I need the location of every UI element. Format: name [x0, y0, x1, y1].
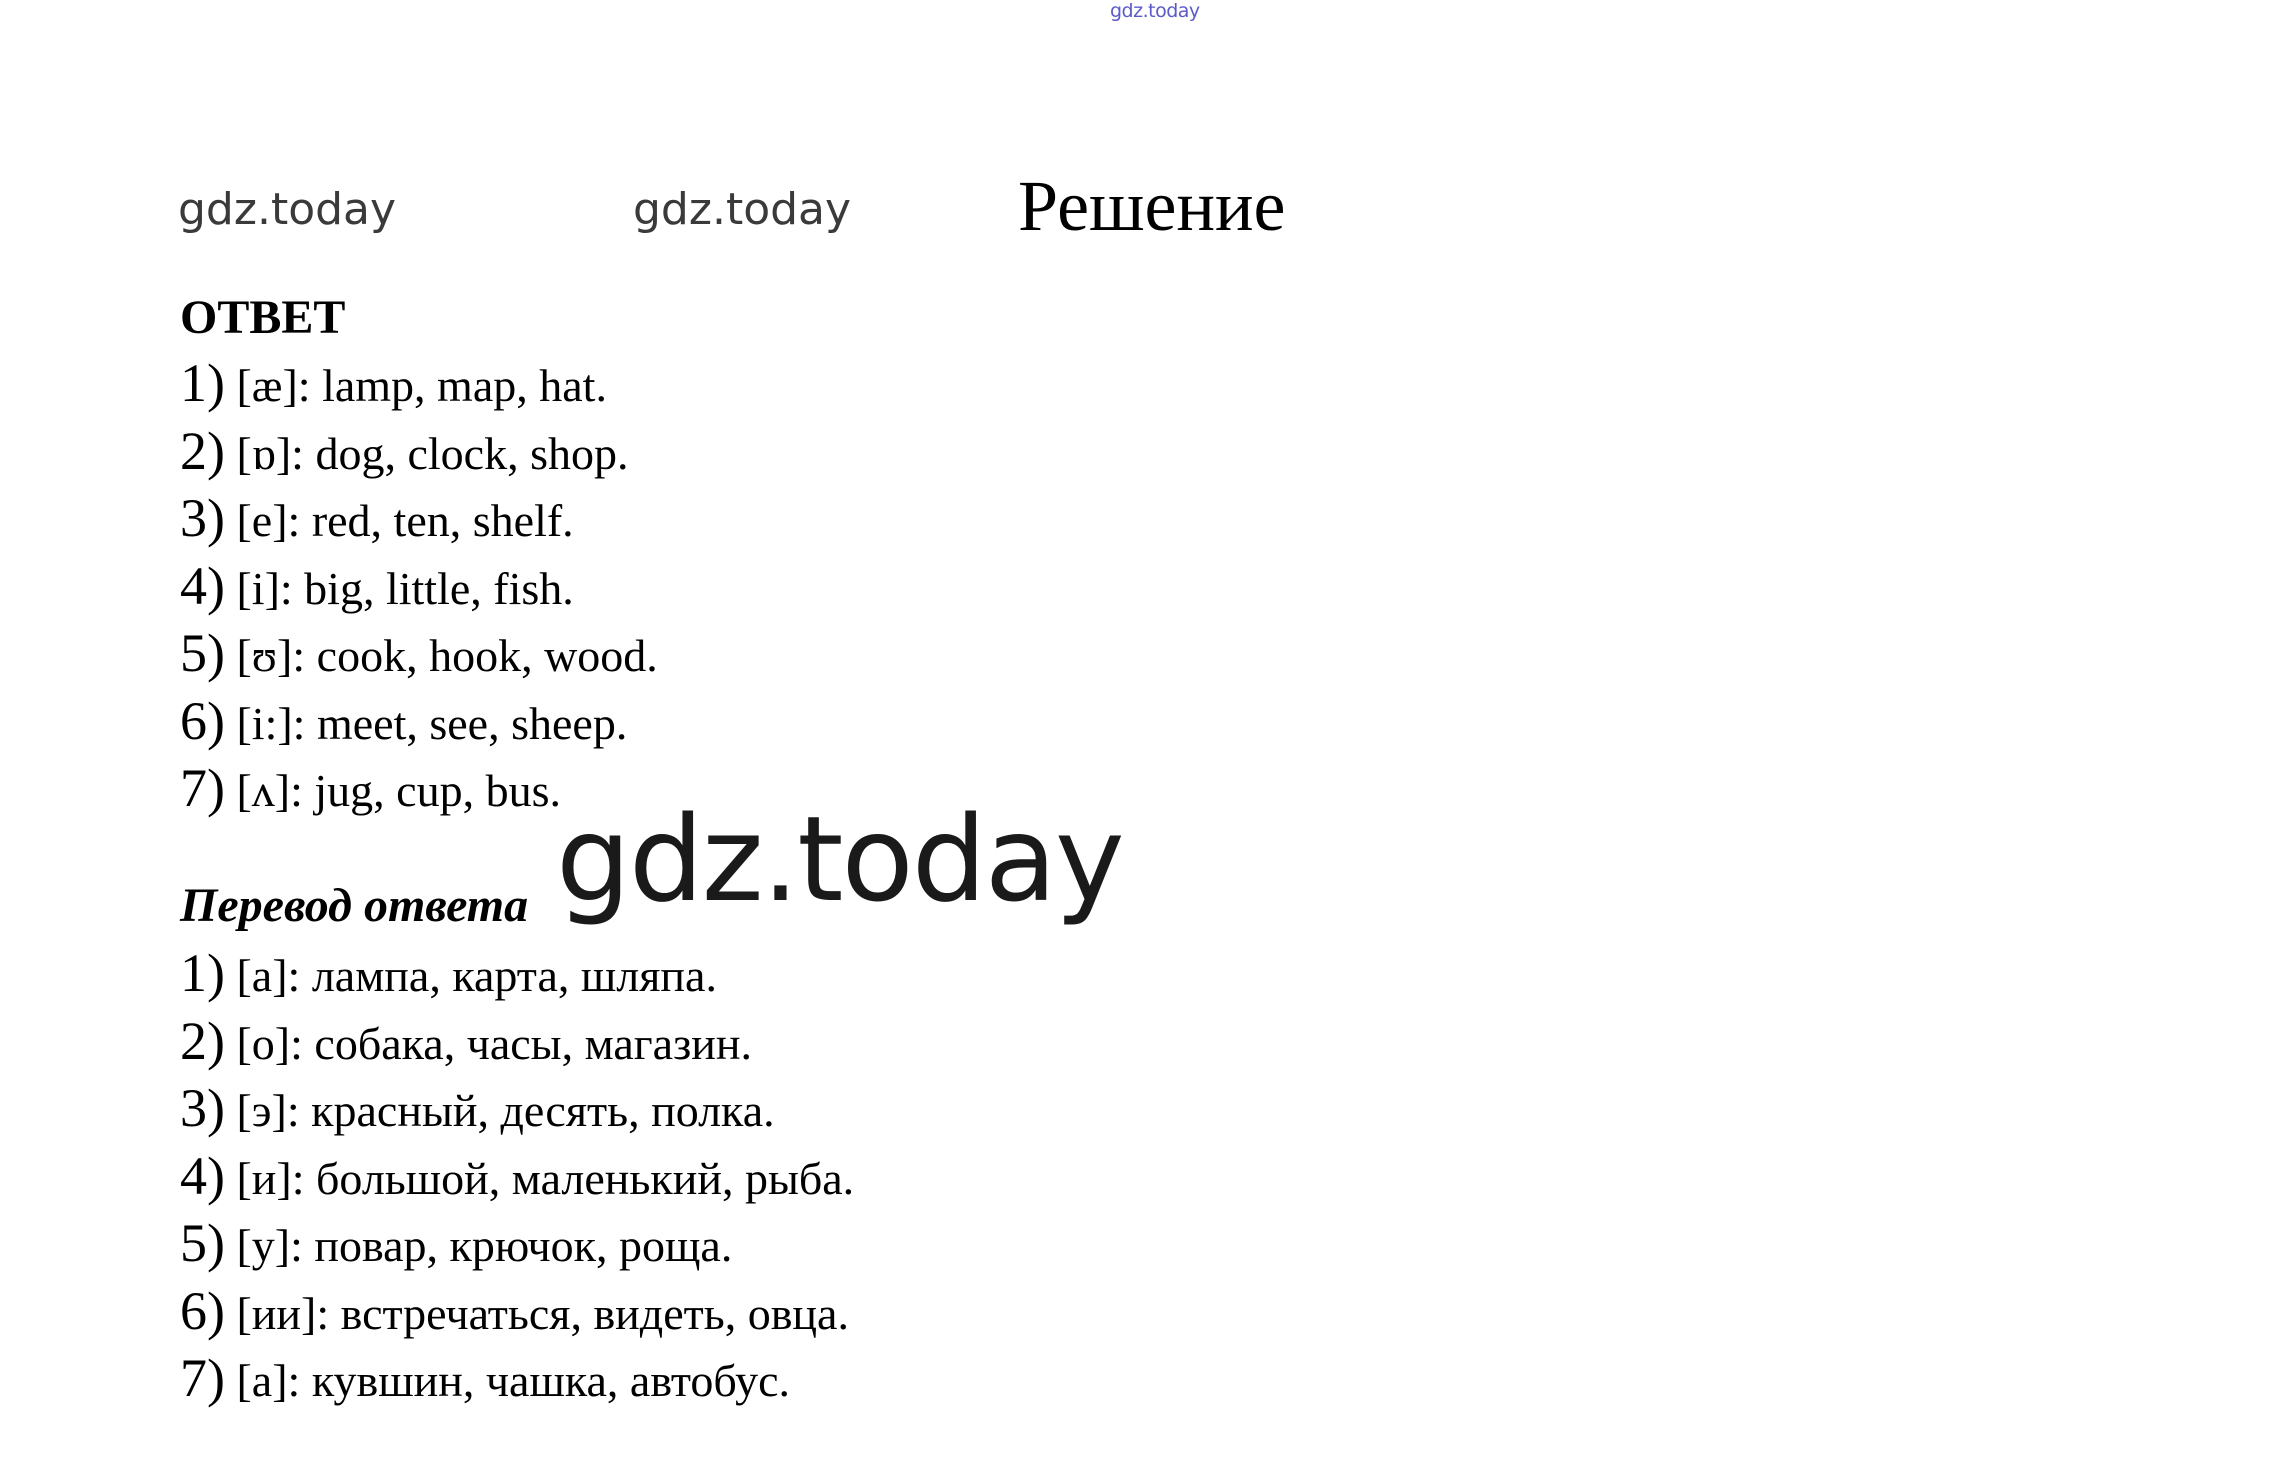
item-number: 2) — [180, 420, 225, 481]
answer-heading: ОТВЕТ — [180, 291, 346, 344]
answer-item-5 — [180, 623, 658, 694]
item-text: [а]: кувшин, чашка, автобус. — [224, 1355, 790, 1406]
item-text: [о]: собака, часы, магазин. — [224, 1017, 752, 1069]
answer-item-2 — [180, 420, 658, 492]
watermark-top: gdz.today — [1110, 0, 1200, 22]
item-text: [у]: повар, крючок, роща. — [224, 1220, 733, 1271]
item-text: [э]: красный, десять, полка. — [224, 1085, 775, 1136]
answer-item-6 — [180, 690, 658, 762]
translation-list — [180, 943, 855, 1419]
item-text: [i:]: meet, see, sheep. — [224, 697, 628, 749]
translation-item-3 — [180, 1078, 854, 1149]
item-text: [i]: big, little, fish. — [224, 562, 574, 614]
item-number: 6) — [180, 1280, 225, 1341]
translation-item-7 — [180, 1348, 854, 1419]
item-number: 5) — [180, 1213, 225, 1273]
item-number: 4) — [180, 555, 225, 616]
item-text: [ʌ]: jug, cup, bus. — [224, 765, 561, 816]
page-title: Решение — [1018, 166, 1286, 246]
translation-heading: Перевод ответа — [180, 879, 529, 932]
item-number: 1) — [180, 943, 225, 1003]
item-number: 3) — [180, 488, 225, 548]
translation-item-6 — [180, 1280, 854, 1352]
item-text: [ʊ]: cook, hook, wood. — [224, 630, 658, 681]
item-number: 4) — [180, 1145, 225, 1206]
watermark-left-1: gdz.today — [178, 184, 397, 235]
item-number: 5) — [180, 623, 225, 683]
item-number: 7) — [180, 758, 225, 818]
item-text: [ии]: встречаться, видеть, овца. — [224, 1287, 849, 1339]
item-number: 6) — [180, 690, 225, 751]
answer-item-4 — [180, 555, 658, 627]
answer-item-3 — [180, 488, 658, 559]
item-text: [e]: red, ten, shelf. — [224, 495, 574, 546]
item-number: 2) — [180, 1010, 225, 1071]
item-number: 3) — [180, 1078, 225, 1138]
item-number: 1) — [180, 353, 225, 413]
watermark-big: gdz.today — [556, 790, 1123, 928]
item-text: [æ]: lamp, map, hat. — [224, 360, 607, 411]
translation-item-5 — [180, 1213, 854, 1284]
translation-item-1 — [180, 943, 854, 1014]
answer-item-1 — [180, 353, 658, 424]
item-number: 7) — [180, 1348, 225, 1408]
translation-item-2 — [180, 1010, 854, 1082]
item-text: [ɒ]: dog, clock, shop. — [224, 427, 629, 479]
item-text: [и]: большой, маленький, рыба. — [224, 1152, 855, 1204]
watermark-left-2: gdz.today — [633, 184, 852, 235]
translation-item-4 — [180, 1145, 855, 1217]
item-text: [а]: лампа, карта, шляпа. — [224, 950, 717, 1001]
answer-list — [180, 353, 658, 829]
